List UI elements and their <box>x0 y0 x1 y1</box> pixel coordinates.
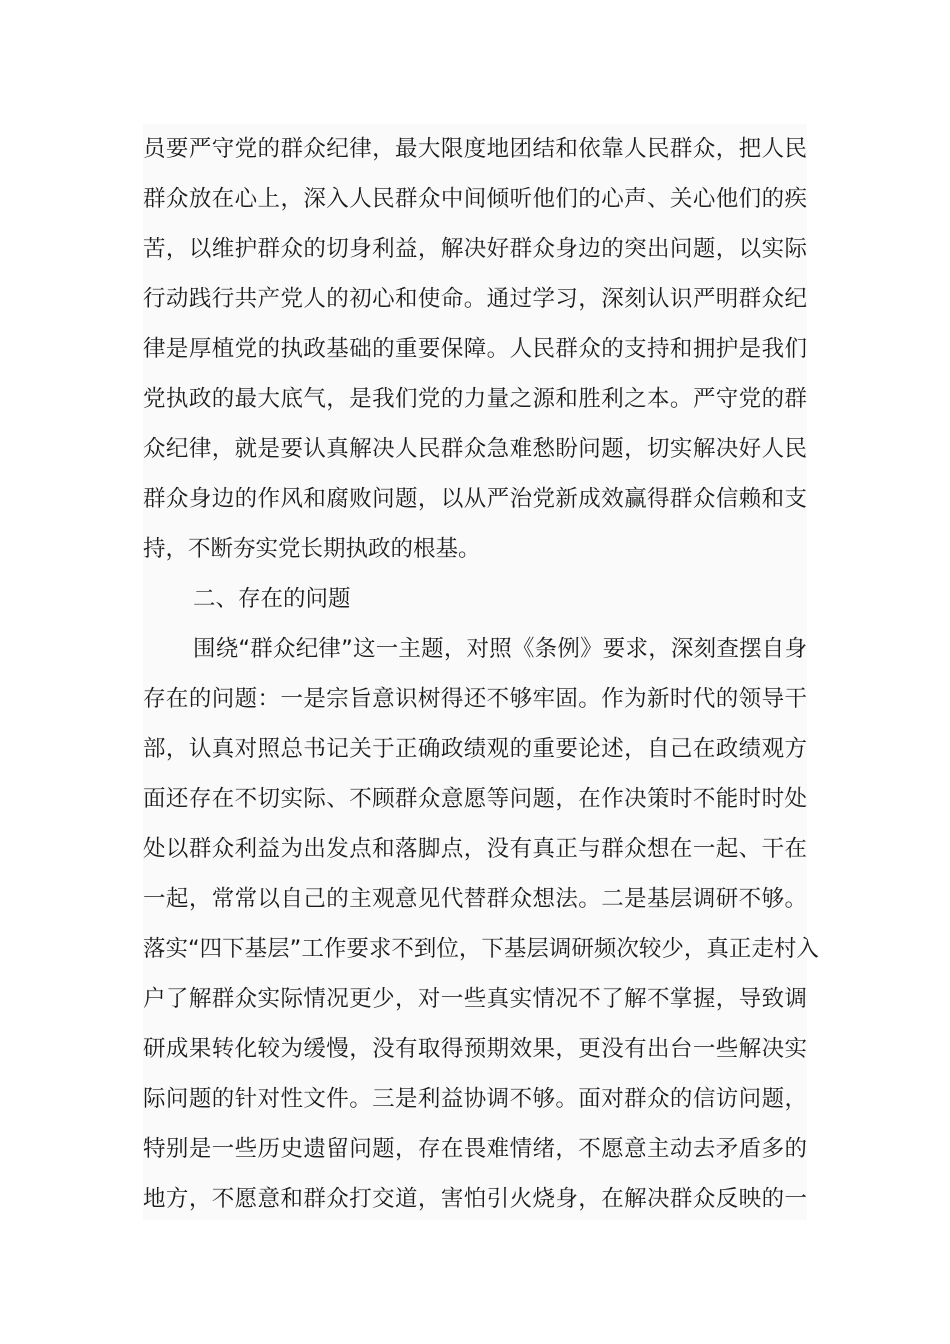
text-line: 处以群众利益为出发点和落脚点，没有真正与群众想在一起、干在 <box>143 836 807 862</box>
text-line: 一起，常常以自己的主观意见代替群众想法。二是基层调研不够。 <box>143 886 807 912</box>
text-line: 行动践行共产党人的初心和使命。通过学习，深刻认识严明群众纪 <box>143 286 807 312</box>
text-line: 户了解群众实际情况更少，对一些真实情况不了解不掌握，导致调 <box>143 986 807 1012</box>
text-line: 律是厚植党的执政基础的重要保障。人民群众的支持和拥护是我们 <box>143 336 807 362</box>
text-line: 落实“四下基层”工作要求不到位，下基层调研频次较少，真正走村入 <box>143 936 819 962</box>
text-line: 研成果转化较为缓慢，没有取得预期效果，更没有出台一些解决实 <box>143 1036 807 1062</box>
text-line: 部，认真对照总书记关于正确政绩观的重要论述，自己在政绩观方 <box>143 736 807 762</box>
text-line: 苦，以维护群众的切身利益，解决好群众身边的突出问题，以实际 <box>143 236 807 262</box>
text-line: 党执政的最大底气，是我们党的力量之源和胜利之本。严守党的群 <box>143 386 807 412</box>
text-line: 际问题的针对性文件。三是利益协调不够。面对群众的信访问题， <box>143 1086 807 1112</box>
text-line: 群众身边的作风和腐败问题，以从严治党新成效赢得群众信赖和支 <box>143 486 807 512</box>
text-line: 众纪律，就是要认真解决人民群众急难愁盼问题，切实解决好人民 <box>143 436 807 462</box>
text-line: 群众放在心上，深入人民群众中间倾听他们的心声、关心他们的疾 <box>143 186 807 212</box>
text-line: 存在的问题：一是宗旨意识树得还不够牢固。作为新时代的领导干 <box>143 686 807 712</box>
text-line: 面还存在不切实际、不顾群众意愿等问题，在作决策时不能时时处 <box>143 786 807 812</box>
text-line: 员要严守党的群众纪律，最大限度地团结和依靠人民群众，把人民 <box>143 136 807 162</box>
text-line: 地方，不愿意和群众打交道，害怕引火烧身，在解决群众反映的一 <box>143 1186 807 1212</box>
text-line: 围绕“群众纪律”这一主题，对照《条例》要求，深刻查摆自身 <box>193 636 807 662</box>
text-line: 持，不断夯实党长期执政的根基。 <box>143 536 481 562</box>
text-line: 特别是一些历史遗留问题，存在畏难情绪，不愿意主动去矛盾多的 <box>143 1136 807 1162</box>
document-body <box>143 124 819 1220</box>
section-heading: 二、存在的问题 <box>193 586 351 612</box>
